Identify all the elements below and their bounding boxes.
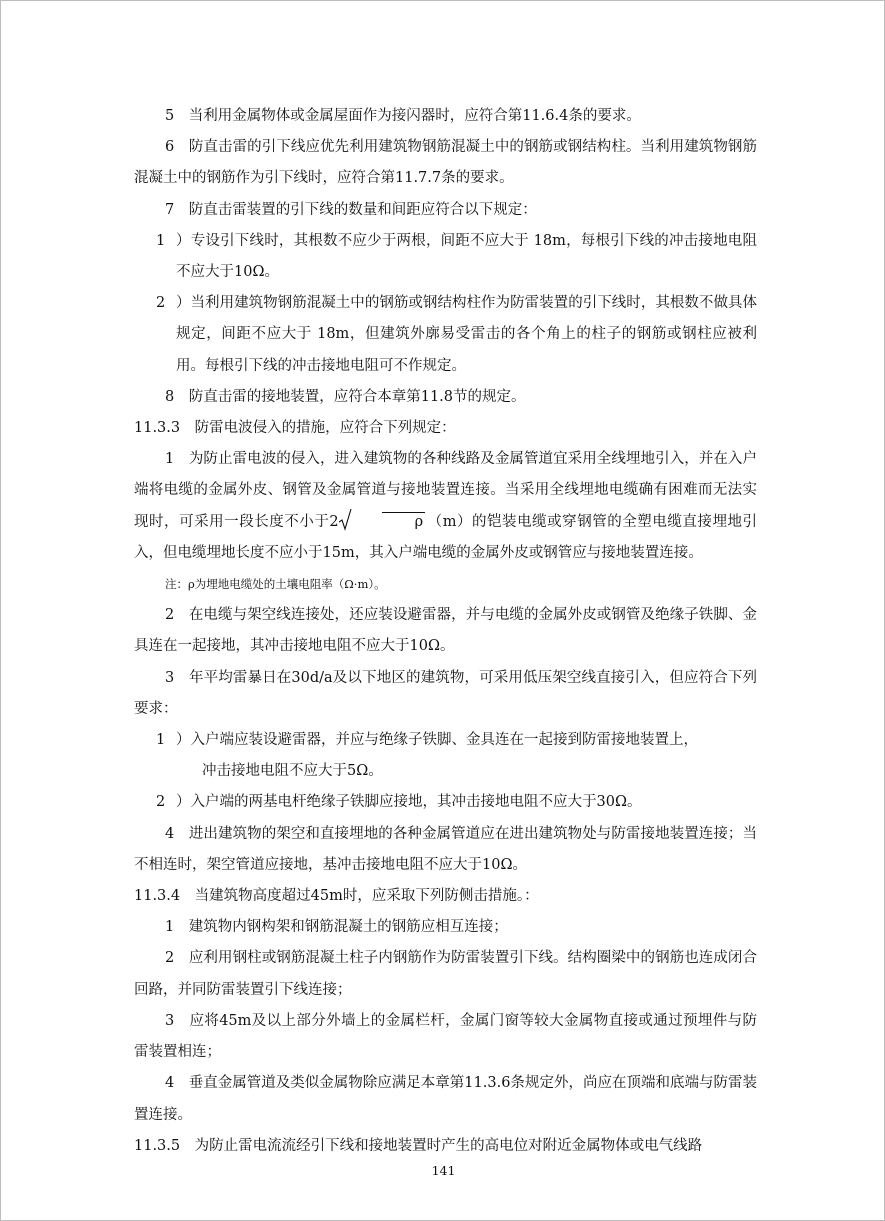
paragraph-text: 1 为防止雷电波的侵入，进入建筑物的各种线路及金属管道宜采用全线埋地引入，并在入户端将电缆的金属外皮、钢管及金属管道与接地装置连接。当采用全线埋地电缆确有困难而无法实现时，可采用一段长度不小于 — [134, 451, 757, 530]
paragraph-text: （m）的铠装电缆或穿钢管的全塑电缆直接埋地引入，但电缆埋地长度不应小于15m，其入户端电缆的金属外皮或钢管应与接地装置连接。 — [134, 513, 758, 561]
item-5: 5 当利用金属物体或金属屋面作为接闪器时，应符合第11.6.4条的要求。 — [165, 108, 641, 124]
clause-11-3-4-item-3: 3 应将45m及以上部分外墙上的金属栏杆，金属门窗等较大金属物直接或通过预埋件与防雷装置相连； — [134, 1012, 757, 1061]
sub-item-text: ）入户端的两基电杆绝缘子铁脚应接地，其冲击接地电阻不应大于30Ω。 — [176, 794, 642, 811]
sub-item-number: 1 — [156, 232, 166, 249]
clause-11-3-4: 11.3.4 当建筑物高度超过45m时，应采取下列防侧击措施。： — [134, 888, 539, 905]
sub-item-text: ）入户端应装设避雷器，并应与绝缘子铁脚、金具连在一起接到防雷接地装置上， — [176, 732, 698, 749]
clause-11-3-3-item-1 — [134, 444, 757, 569]
sub-item-text: ）专设引下线时，其根数不应少于两根，间距不应大于 18m，每根引下线的冲击接地电阻不应大于10Ω。 — [176, 232, 757, 281]
clause-11-3-4-item-1: 1 建筑物内钢构架和钢筋混凝土的钢筋应相互连接； — [165, 919, 508, 936]
item-7: 7 防直击雷装置的引下线的数量和间距应符合以下规定： — [165, 201, 537, 218]
page-number: 141 — [431, 1163, 456, 1178]
clause-11-3-4-item-2: 2 应利用钢柱或钢筋混凝土柱子内钢筋作为防雷装置引下线。结构圈梁中的钢筋也连成闭合回路，并同防雷装置引下线连接； — [134, 950, 757, 998]
formula-coefficient: 2 — [329, 513, 339, 530]
sub-item-1 — [134, 725, 757, 787]
note: 注：ρ为埋地电缆处的土壤电阻率（Ω·m）。 — [165, 577, 386, 592]
square-root-formula — [339, 507, 426, 538]
sub-item-number: 2 — [156, 295, 166, 312]
sub-item-2 — [134, 288, 757, 382]
sub-item-text-continued: 冲击接地电阻不应大于5Ω。 — [202, 763, 383, 780]
clause-11-3-5: 11.3.5 为防止雷电流流经引下线和接地装置时产生的高电位对附近金属物体或电气线路 — [134, 1137, 703, 1154]
clause-11-3-3-item-2: 2 在电缆与架空线连接处，还应装设避雷器，并与电缆的金属外皮或钢管及绝缘子铁脚、金具连在一起接地，其冲击接地电阻不应大于10Ω。 — [134, 607, 757, 655]
sub-item-text: ）当利用建筑物钢筋混凝土中的钢筋或钢结构柱作为防雷装置的引下线时，其根数不做具体规定，间距不应大于 18m，但建筑外廓易受雷击的各个角上的柱子的钢筋或钢柱应被利用。每根引下线的冲击接地电阻可不作规定。 — [176, 295, 757, 374]
clause-11-3-4-item-4: 4 垂直金属管道及类似金属物除应满足本章第11.3.6条规定外，尚应在顶端和底端与防雷装置连接。 — [134, 1075, 757, 1123]
item-6: 6 防直击雷的引下线应优先利用建筑物钢筋混凝土中的钢筋或钢结构柱。当利用建筑物钢筋混凝土中的钢筋作为引下线时，应符合第11.7.7条的要求。 — [134, 139, 757, 187]
clause-11-3-3-item-4: 4 进出建筑物的架空和直接埋地的各种金属管道应在进出建筑物处与防雷接地装置连接；当不相连时，架空管道应接地，基冲击接地电阻不应大于10Ω。 — [134, 825, 757, 873]
clause-11-3-3-item-3: 3 年平均雷暴日在30d/a及以下地区的建筑物，可采用低压架空线直接引入，但应符合下列要求： — [134, 669, 757, 717]
sub-item-1 — [134, 226, 757, 288]
sub-item-number: 1 — [156, 732, 166, 749]
item-8: 8 防直击雷的接地装置，应符合本章第11.8节的规定。 — [165, 388, 526, 405]
sub-item-2 — [134, 787, 757, 818]
clause-11-3-3: 11.3.3 防雷电波侵入的措施，应符合下列规定： — [134, 420, 456, 437]
radical-sign-icon — [339, 509, 352, 531]
formula-radicand: ρ — [382, 512, 426, 531]
sub-item-number: 2 — [156, 794, 166, 811]
page-body — [134, 101, 757, 1162]
